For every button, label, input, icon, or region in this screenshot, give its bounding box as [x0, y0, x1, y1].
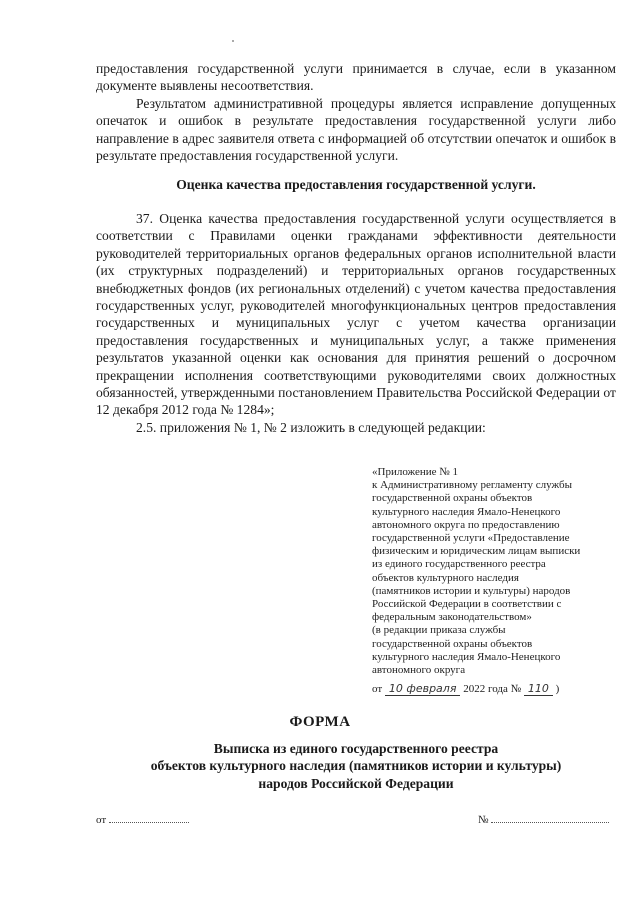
section-heading: Оценка качества предоставления государственной услуги.: [176, 177, 536, 192]
number-label: №: [478, 814, 489, 826]
appendix-line: «Приложение № 1: [372, 466, 459, 478]
paragraph-continuation: предоставления государственной услуги принимается в случае, если в указанном документе выявлены несоответствия.: [96, 61, 616, 94]
appendix-line: государственной охраны объектов: [372, 637, 533, 650]
appendix-line: к Административному регламенту службы: [372, 479, 572, 492]
from-field: [96, 812, 189, 826]
appendix-line: государственной охраны объектов: [372, 492, 533, 505]
appendix-line: культурного наследия Ямало-Ненецкого: [372, 650, 561, 663]
paragraph-2-5: 2.5. приложения № 1, № 2 изложить в следующей редакции:: [136, 419, 486, 435]
body-text-main: [96, 210, 616, 436]
number-field: [478, 812, 609, 826]
body-text-top: [96, 60, 616, 164]
appendix-line: Российской Федерации в соответствии с: [372, 598, 562, 611]
handwritten-number: 110: [524, 682, 553, 696]
order-date-number: [372, 682, 559, 695]
appendix-line: объектов культурного наследия: [372, 571, 519, 584]
appendix-line: из единого государственного реестра: [372, 558, 546, 571]
closing-paren: ): [555, 683, 560, 695]
extract-title: [96, 740, 616, 792]
appendix-line: автономного округа: [372, 664, 466, 677]
from-label: от: [96, 814, 107, 826]
appendix-line: федеральным законодательством»: [372, 611, 532, 624]
paragraph-37: 37. Оценка качества предоставления государственной услуги осуществляется в соответствии с Правилами оценки гражданами эффективности деятельности руководителей территориальных органов федеральных органов исполнительной власти (их структурных подразделений) и территориальных органов государственных внебюджетных фондов (их региональных отделений) с учетом качества предоставления государственных услуг, руководителей многофункциональных центров предоставления государственных и муниципальных услуг с учетом качества организации предоставления государственных и муниципальных услуг, а также применения результатов указанной оценки как основания для принятия решений о досрочном прекращении исполнения соответствующими руководителями своих должностных обязанностей, утвержденными постановлением Правительства Российской Федерации от 12 декабря 2012 года № 1284»;: [96, 211, 616, 418]
handwritten-date: 10 февраля: [385, 682, 461, 696]
appendix-line: (памятников истории и культуры) народов: [372, 584, 571, 597]
extract-title-line: Выписка из единого государственного реестра: [213, 741, 499, 756]
extract-title-line: народов Российской Федерации: [258, 775, 454, 791]
date-prefix: от: [372, 683, 383, 695]
scan-speck: [232, 40, 234, 42]
appendix-line: государственной услуги «Предоставление: [372, 532, 570, 545]
appendix-line: культурного наследия Ямало-Ненецкого: [372, 505, 561, 518]
number-blank: [491, 812, 609, 823]
paragraph-result: Результатом административной процедуры является исправление допущенных опечаток и ошибок в результате предоставления государственной услуги либо направление в адрес заявителя ответа с информацией об отсутствии опечаток и ошибок в результате предоставления государственной услуги.: [96, 95, 616, 164]
appendix-reference: [372, 466, 620, 677]
date-suffix: 2022 года №: [463, 683, 522, 695]
extract-title-line: объектов культурного наследия (памятников истории и культуры): [150, 758, 562, 774]
appendix-line: автономного округа по предоставлению: [372, 518, 560, 531]
appendix-line: (в редакции приказа службы: [372, 624, 506, 637]
from-blank: [109, 812, 189, 823]
appendix-line: физическим и юридическим лицам выписки: [372, 545, 581, 558]
form-title: ФОРМА: [289, 714, 351, 730]
